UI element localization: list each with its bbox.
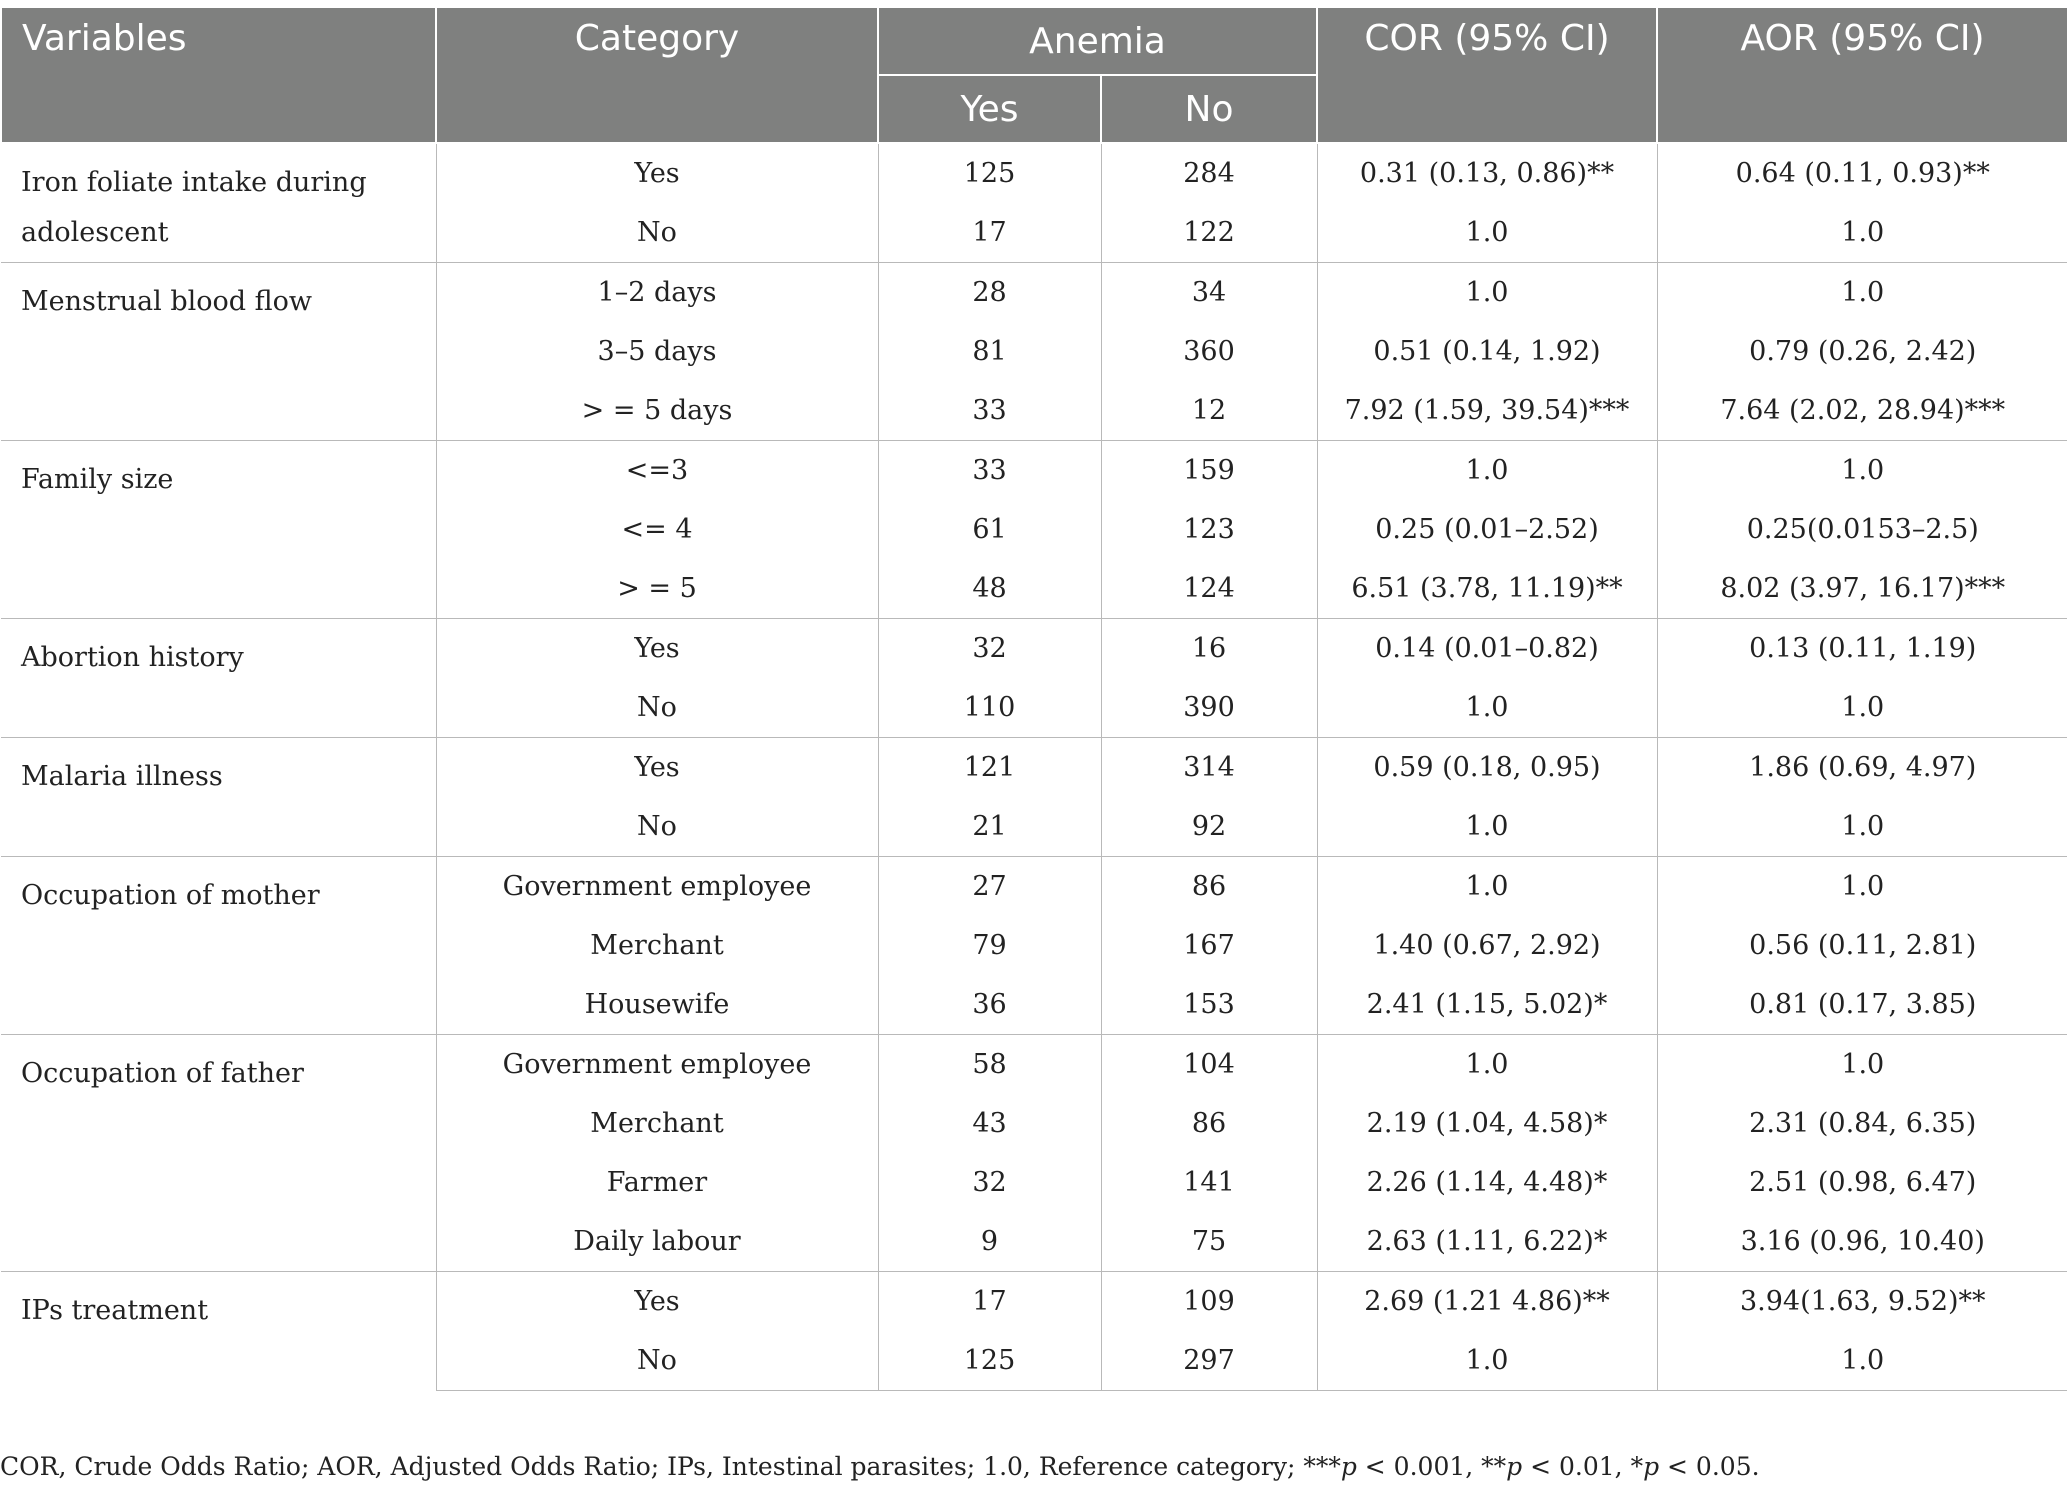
cell-aor: 1.0 — [1657, 678, 2067, 738]
table-row — [1, 143, 2067, 203]
cell-variable: Iron foliate intake during adolescent — [1, 143, 436, 263]
cell-anemia-no: 92 — [1101, 797, 1317, 857]
cell-aor: 1.86 (0.69, 4.97) — [1657, 738, 2067, 798]
cell-anemia-yes: 9 — [878, 1212, 1101, 1272]
cell-cor: 0.31 (0.13, 0.86)** — [1317, 143, 1657, 203]
cell-category: Yes — [436, 619, 878, 679]
cell-category: Merchant — [436, 916, 878, 975]
table-row — [1, 1035, 2067, 1095]
cell-cor: 0.25 (0.01–2.52) — [1317, 500, 1657, 559]
cell-anemia-yes: 28 — [878, 263, 1101, 323]
cell-variable: Occupation of mother — [1, 857, 436, 1035]
cell-anemia-yes: 32 — [878, 619, 1101, 679]
table-row — [1, 441, 2067, 501]
cell-anemia-yes: 33 — [878, 381, 1101, 441]
table-row — [1, 857, 2067, 917]
cell-variable: Menstrual blood flow — [1, 263, 436, 441]
cell-variable: IPs treatment — [1, 1272, 436, 1391]
cell-anemia-no: 109 — [1101, 1272, 1317, 1332]
cell-anemia-no: 297 — [1101, 1331, 1317, 1391]
cell-anemia-no: 124 — [1101, 559, 1317, 619]
cell-anemia-yes: 125 — [878, 143, 1101, 203]
results-table — [0, 8, 2067, 1391]
cell-anemia-yes: 33 — [878, 441, 1101, 501]
cell-anemia-yes: 79 — [878, 916, 1101, 975]
cell-anemia-yes: 27 — [878, 857, 1101, 917]
cell-category: > = 5 days — [436, 381, 878, 441]
cell-aor: 2.51 (0.98, 6.47) — [1657, 1153, 2067, 1212]
table-row — [1, 1272, 2067, 1332]
header-category: Category — [436, 8, 878, 143]
cell-category: <= 4 — [436, 500, 878, 559]
cell-category: 3–5 days — [436, 322, 878, 381]
cell-anemia-yes: 81 — [878, 322, 1101, 381]
cell-category: Housewife — [436, 975, 878, 1035]
footnote-threshold: < 0.01, * — [1522, 1452, 1644, 1481]
cell-cor: 0.14 (0.01–0.82) — [1317, 619, 1657, 679]
cell-anemia-no: 34 — [1101, 263, 1317, 323]
cell-category: Farmer — [436, 1153, 878, 1212]
footnote-p-symbol: p — [1643, 1452, 1660, 1481]
cell-anemia-no: 159 — [1101, 441, 1317, 501]
header-cor: COR (95% CI) — [1317, 8, 1657, 143]
cell-anemia-yes: 21 — [878, 797, 1101, 857]
header-anemia: Anemia — [878, 8, 1317, 75]
cell-cor: 1.0 — [1317, 203, 1657, 263]
cell-aor: 1.0 — [1657, 263, 2067, 323]
table-row — [1, 263, 2067, 323]
cell-anemia-no: 86 — [1101, 1094, 1317, 1153]
cell-anemia-no: 104 — [1101, 1035, 1317, 1095]
cell-aor: 3.94(1.63, 9.52)** — [1657, 1272, 2067, 1332]
cell-anemia-no: 16 — [1101, 619, 1317, 679]
cell-anemia-yes: 58 — [878, 1035, 1101, 1095]
cell-anemia-no: 141 — [1101, 1153, 1317, 1212]
cell-cor: 1.0 — [1317, 857, 1657, 917]
cell-aor: 0.81 (0.17, 3.85) — [1657, 975, 2067, 1035]
cell-anemia-yes: 17 — [878, 1272, 1101, 1332]
cell-aor: 0.56 (0.11, 2.81) — [1657, 916, 2067, 975]
cell-aor: 1.0 — [1657, 441, 2067, 501]
cell-cor: 2.41 (1.15, 5.02)* — [1317, 975, 1657, 1035]
cell-aor: 8.02 (3.97, 16.17)*** — [1657, 559, 2067, 619]
cell-aor: 2.31 (0.84, 6.35) — [1657, 1094, 2067, 1153]
header-anemia-no: No — [1101, 75, 1317, 143]
cell-anemia-no: 86 — [1101, 857, 1317, 917]
cell-cor: 1.0 — [1317, 678, 1657, 738]
cell-anemia-yes: 43 — [878, 1094, 1101, 1153]
cell-category: Government employee — [436, 857, 878, 917]
cell-anemia-no: 12 — [1101, 381, 1317, 441]
cell-variable: Abortion history — [1, 619, 436, 738]
cell-aor: 1.0 — [1657, 1331, 2067, 1391]
cell-cor: 1.0 — [1317, 1035, 1657, 1095]
footnote-threshold: < 0.05. — [1659, 1452, 1760, 1481]
cell-anemia-yes: 36 — [878, 975, 1101, 1035]
cell-aor: 0.13 (0.11, 1.19) — [1657, 619, 2067, 679]
cell-anemia-no: 123 — [1101, 500, 1317, 559]
cell-anemia-yes: 121 — [878, 738, 1101, 798]
cell-category: No — [436, 678, 878, 738]
cell-cor: 0.51 (0.14, 1.92) — [1317, 322, 1657, 381]
table-header — [1, 8, 2067, 143]
cell-anemia-yes: 125 — [878, 1331, 1101, 1391]
cell-aor: 1.0 — [1657, 203, 2067, 263]
table-row — [1, 619, 2067, 679]
table-body — [1, 143, 2067, 1391]
cell-anemia-yes: 110 — [878, 678, 1101, 738]
cell-category: No — [436, 203, 878, 263]
cell-aor: 1.0 — [1657, 797, 2067, 857]
cell-category: Yes — [436, 143, 878, 203]
cell-anemia-yes: 32 — [878, 1153, 1101, 1212]
cell-aor: 1.0 — [1657, 857, 2067, 917]
cell-cor: 1.40 (0.67, 2.92) — [1317, 916, 1657, 975]
cell-cor: 2.63 (1.11, 6.22)* — [1317, 1212, 1657, 1272]
cell-anemia-no: 153 — [1101, 975, 1317, 1035]
cell-aor: 3.16 (0.96, 10.40) — [1657, 1212, 2067, 1272]
cell-anemia-no: 75 — [1101, 1212, 1317, 1272]
table-footnote — [0, 1452, 2067, 1481]
footnote-p-symbol: p — [1340, 1452, 1357, 1481]
cell-variable: Malaria illness — [1, 738, 436, 857]
cell-anemia-no: 360 — [1101, 322, 1317, 381]
header-aor: AOR (95% CI) — [1657, 8, 2067, 143]
cell-category: No — [436, 1331, 878, 1391]
cell-cor: 7.92 (1.59, 39.54)*** — [1317, 381, 1657, 441]
cell-variable: Family size — [1, 441, 436, 619]
cell-cor: 2.26 (1.14, 4.48)* — [1317, 1153, 1657, 1212]
cell-category: > = 5 — [436, 559, 878, 619]
cell-category: <=3 — [436, 441, 878, 501]
cell-category: Daily labour — [436, 1212, 878, 1272]
cell-category: No — [436, 797, 878, 857]
cell-cor: 0.59 (0.18, 0.95) — [1317, 738, 1657, 798]
cell-aor: 0.25(0.0153–2.5) — [1657, 500, 2067, 559]
cell-variable: Occupation of father — [1, 1035, 436, 1272]
cell-category: Yes — [436, 738, 878, 798]
cell-category: 1–2 days — [436, 263, 878, 323]
cell-category: Government employee — [436, 1035, 878, 1095]
cell-cor: 1.0 — [1317, 263, 1657, 323]
header-variables: Variables — [1, 8, 436, 143]
cell-anemia-yes: 48 — [878, 559, 1101, 619]
cell-cor: 2.19 (1.04, 4.58)* — [1317, 1094, 1657, 1153]
cell-anemia-yes: 61 — [878, 500, 1101, 559]
cell-cor: 1.0 — [1317, 1331, 1657, 1391]
cell-anemia-no: 390 — [1101, 678, 1317, 738]
cell-aor: 7.64 (2.02, 28.94)*** — [1657, 381, 2067, 441]
footnote-threshold: < 0.001, ** — [1356, 1452, 1507, 1481]
cell-anemia-no: 122 — [1101, 203, 1317, 263]
header-anemia-yes: Yes — [878, 75, 1101, 143]
cell-cor: 1.0 — [1317, 797, 1657, 857]
cell-cor: 2.69 (1.21 4.86)** — [1317, 1272, 1657, 1332]
cell-anemia-no: 167 — [1101, 916, 1317, 975]
cell-cor: 6.51 (3.78, 11.19)** — [1317, 559, 1657, 619]
cell-cor: 1.0 — [1317, 441, 1657, 501]
cell-anemia-yes: 17 — [878, 203, 1101, 263]
cell-category: Yes — [436, 1272, 878, 1332]
cell-aor: 0.79 (0.26, 2.42) — [1657, 322, 2067, 381]
cell-aor: 0.64 (0.11, 0.93)** — [1657, 143, 2067, 203]
footnote-p-symbol: p — [1506, 1452, 1523, 1481]
cell-anemia-no: 284 — [1101, 143, 1317, 203]
footnote-text: COR, Crude Odds Ratio; AOR, Adjusted Odds Ratio; IPs, Intestinal parasites; 1.0, Reference category; *** — [0, 1452, 1341, 1481]
cell-anemia-no: 314 — [1101, 738, 1317, 798]
table-row — [1, 738, 2067, 798]
cell-aor: 1.0 — [1657, 1035, 2067, 1095]
cell-category: Merchant — [436, 1094, 878, 1153]
